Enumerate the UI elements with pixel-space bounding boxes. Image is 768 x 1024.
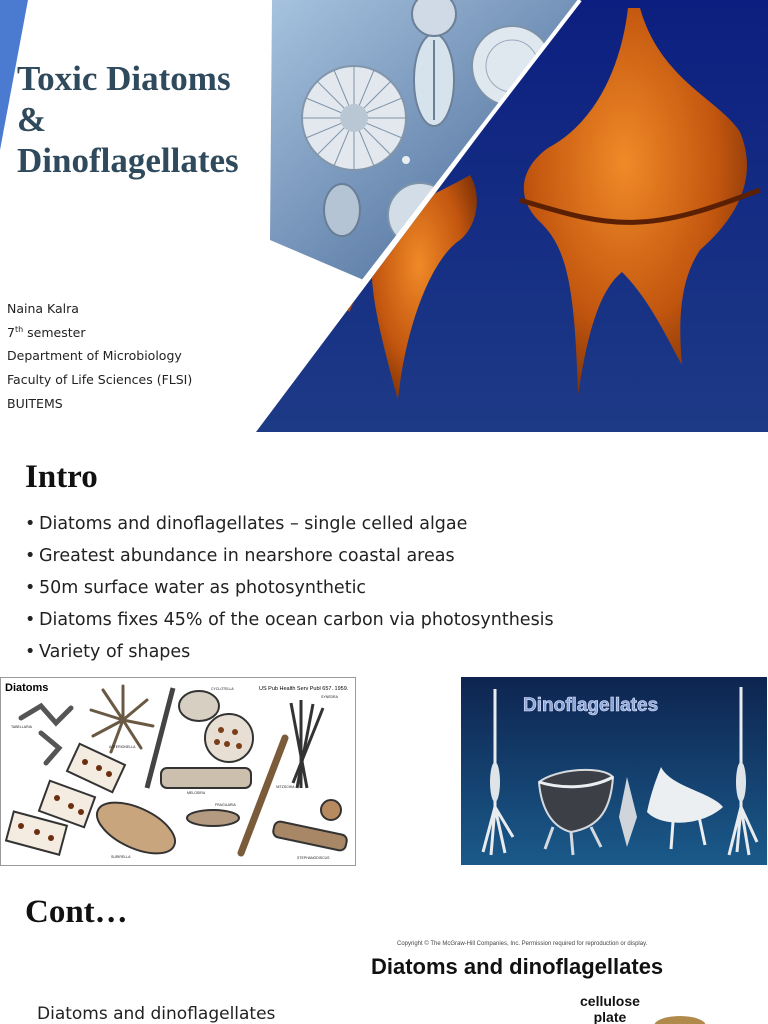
bullet-item [25, 540, 554, 572]
diatoms-figure-credit: US Pub Health Serv Publ 657. 1959. [259, 686, 349, 692]
semester-word: semester [23, 324, 86, 340]
species-label: NITZSCHIA [276, 785, 295, 789]
dinoflagellates-figure-label: Dinoflagellates [523, 695, 659, 716]
intro-heading: Intro [25, 459, 98, 495]
bullet-text: Greatest abundance in nearshore coastal areas [39, 546, 455, 566]
cellulose-plate-label [580, 993, 640, 1024]
species-label: TABELLARIA [11, 725, 32, 729]
bullet-text: Variety of shapes [39, 642, 191, 662]
author-name: Naina Kalra [7, 301, 79, 316]
cont-body-text: Diatoms and dinoflagellates [37, 1004, 276, 1024]
bullet-marker: • [25, 546, 36, 566]
species-label: STEPHANODISCUS [297, 856, 330, 860]
species-label: ASTERIONELLA [109, 745, 136, 749]
species-label: SURIRELLA [111, 855, 131, 859]
slide-title [17, 58, 239, 181]
author-info [7, 297, 192, 416]
plate-label-line-2: plate [593, 1009, 627, 1024]
bullet-item [25, 508, 554, 540]
bullet-text: Diatoms and dinoflagellates – single celled algae [39, 514, 468, 534]
bullet-marker: • [25, 610, 36, 630]
diatoms-illustration [0, 677, 356, 866]
species-label: CYCLOTELLA [211, 687, 234, 691]
title-line-3: Dinoflagellates [17, 141, 239, 180]
diatoms-figure-label: Diatoms [5, 682, 49, 694]
bullet-text: 50m surface water as photosynthetic [39, 578, 367, 598]
intro-slide [0, 445, 768, 867]
bullet-text: Diatoms fixes 45% of the ocean carbon via photosynthesis [39, 610, 554, 630]
figure-title: Diatoms and dinoflagellates [371, 954, 664, 979]
species-label: SYNEDRA [321, 695, 338, 699]
species-label: MELOSIRA [187, 791, 206, 795]
title-slide [0, 0, 768, 432]
bullet-marker: • [25, 514, 36, 534]
bullet-item [25, 636, 554, 668]
title-line-2: & [17, 100, 47, 139]
bullet-item [25, 572, 554, 604]
bullet-marker: • [25, 578, 36, 598]
dinoflagellates-illustration [461, 677, 767, 865]
university: BUITEMS [7, 395, 63, 411]
title-line-1: Toxic Diatoms [17, 59, 231, 98]
cont-slide [0, 880, 768, 1024]
species-label: FRAGILARIA [215, 803, 236, 807]
cont-heading: Cont… [25, 894, 128, 930]
department: Department of Microbiology [7, 348, 182, 364]
plate-label-line-1: cellulose [580, 993, 640, 1009]
semester [7, 321, 192, 345]
semester-number: 7 [7, 324, 15, 340]
faculty: Faculty of Life Sciences (FLSI) [7, 372, 193, 388]
copyright-notice: Copyright © The McGraw-Hill Companies, Inc. Permission required for reproduction or display. [397, 941, 648, 947]
semester-suffix: th [14, 324, 24, 334]
bullet-item [25, 604, 554, 636]
bullet-marker: • [25, 642, 36, 662]
bullet-list [25, 508, 554, 668]
dinoflagellate-edge-graphic [650, 1014, 710, 1024]
